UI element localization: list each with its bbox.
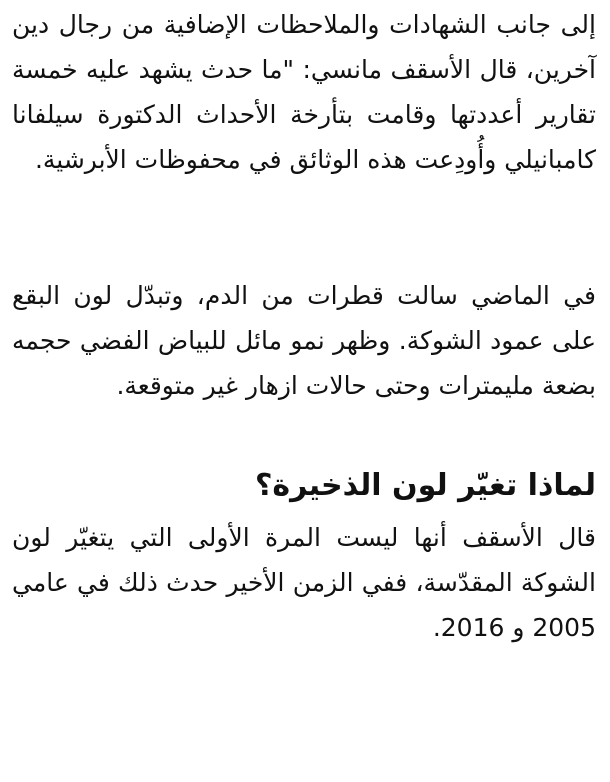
- paragraph-testimonies: إلى جانب الشهادات والملاحظات الإضافية من رجال دين آخرين، قال الأسقف مانسي: "ما حدث يشهد عليه خمسة تقارير أعددتها وقامت بتأرخة الأحداث الدكتورة سيلفانا كامبانيلي وأُودِعت هذه الوثائق في محفوظات الأبرشية.: [12, 10, 596, 174]
- paragraph-bishop-statement: قال الأسقف أنها ليست المرة الأولى التي يتغيّر لون الشوكة المقدّسة، ففي الزمن الأخير حدث ذلك في عامي 2005 و 2016.: [12, 523, 596, 642]
- section-heading: لماذا تغيّر لون الذخيرة؟: [255, 468, 596, 503]
- paragraph-blood-drops: في الماضي سالت قطرات من الدم، وتبدّل لون البقع على عمود الشوكة. وظهر نمو مائل للبياض الفضي حجمه بضعة مليمترات وحتى حالات ازهار غير متوقعة.: [12, 281, 596, 400]
